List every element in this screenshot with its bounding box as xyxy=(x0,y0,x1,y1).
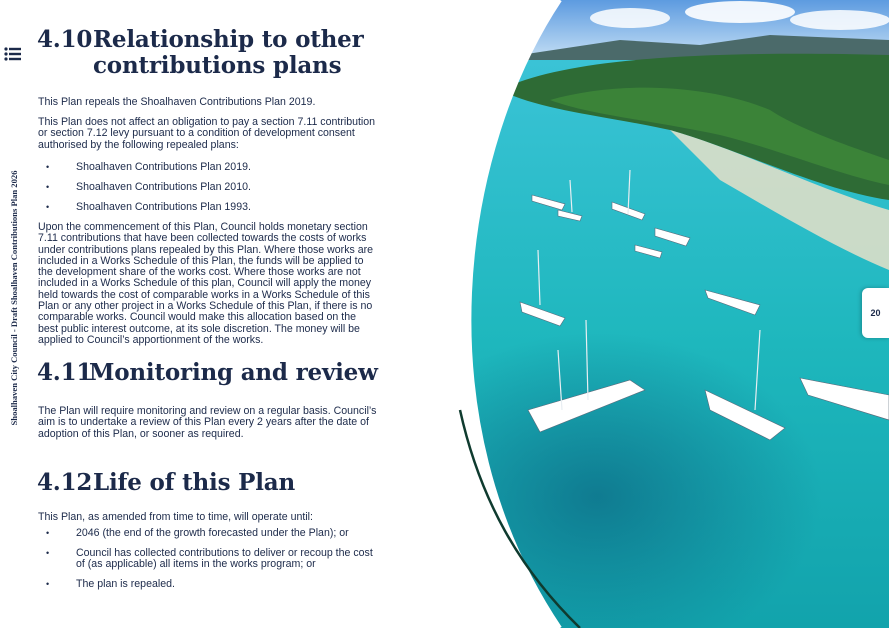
section-title: Monitoring and review xyxy=(89,359,378,386)
paragraph-line: under contributions plans repealed by this Plan. Where those works are xyxy=(38,243,374,256)
list-item: • Shoalhaven Contributions Plan 1993. xyxy=(38,202,418,213)
list-item: • Council has collected contributions to deliver or recoup the cost of (as applicable) all items in the works program; or xyxy=(38,548,418,571)
paragraph-repeals: This Plan repeals the Shoalhaven Contributions Plan 2019. xyxy=(38,96,316,108)
document-title-text: Shoalhaven City Council - Draft Shoalhaven Contributions Plan 2026 xyxy=(9,170,19,426)
section-heading-4-10 xyxy=(37,27,364,79)
paragraph-line: aim is to undertake a review of this Plan every 2 years after the date of xyxy=(38,416,369,429)
section-title-line2: contributions plans xyxy=(93,52,342,79)
paragraph-line: Plan or any other project in a Works Schedule of this Plan, if there is no xyxy=(38,300,373,313)
list-item: • Shoalhaven Contributions Plan 2019. xyxy=(38,162,418,173)
section-title: Life of this Plan xyxy=(93,469,295,496)
paragraph-line: or section 7.12 levy pursuant to a condition of development consent xyxy=(38,127,355,140)
paragraph-monitoring xyxy=(38,406,416,440)
paragraph-line: comparable works. Council would make this allocation based on the xyxy=(38,311,356,324)
section-heading-4-12 xyxy=(37,470,295,496)
paragraph-line: authorised by the following repealed plans: xyxy=(38,138,239,151)
plan-life-list xyxy=(38,528,418,591)
paragraph-line: included in a Works Schedule of this Plan, the funds will be applied to xyxy=(38,254,364,267)
paragraph-line: the development share of the works cost. Where those works are not xyxy=(38,266,361,279)
paragraph-operate-until: This Plan, as amended from time to time, will operate until: xyxy=(38,511,313,523)
paragraph-line: held towards the cost of comparable works in a Works Schedule of this xyxy=(38,288,370,301)
paragraph-line: This Plan does not affect an obligation to pay a section 7.11 contribution xyxy=(38,116,376,128)
paragraph-commencement xyxy=(38,222,416,346)
page-number: 20 xyxy=(870,308,881,318)
paragraph-line: Upon the commencement of this Plan, Council holds monetary section xyxy=(38,221,368,233)
paragraph-obligation xyxy=(38,117,416,151)
paragraph-line: applied to Council’s apportionment of the works. xyxy=(38,333,264,346)
list-item: • The plan is repealed. xyxy=(38,579,418,590)
section-number: 4.10 xyxy=(37,26,93,53)
list-item: • Shoalhaven Contributions Plan 2010. xyxy=(38,182,418,193)
paragraph-line: The Plan will require monitoring and review on a regular basis. Council’s xyxy=(38,405,377,417)
bay-photo xyxy=(440,0,889,628)
paragraph-line: adoption of this Plan, or sooner as required. xyxy=(38,427,244,440)
section-title-line1: Relationship to other xyxy=(93,26,364,53)
list-item: • 2046 (the end of the growth forecasted under the Plan); or xyxy=(38,528,418,539)
paragraph-line: best public interest outcome, at its sole discretion. The money will be xyxy=(38,322,360,335)
repealed-plans-list xyxy=(38,162,418,213)
section-number: 4.12 xyxy=(37,469,93,496)
paragraph-line: included in a Works Schedule of this plan, Council will apply the money xyxy=(38,277,372,290)
section-heading-4-11 xyxy=(37,360,378,386)
section-number: 4.11 xyxy=(37,359,93,386)
paragraph-line: 7.11 contributions that have been collected towards the costs of works xyxy=(38,232,367,245)
page-number-tab xyxy=(862,288,889,338)
